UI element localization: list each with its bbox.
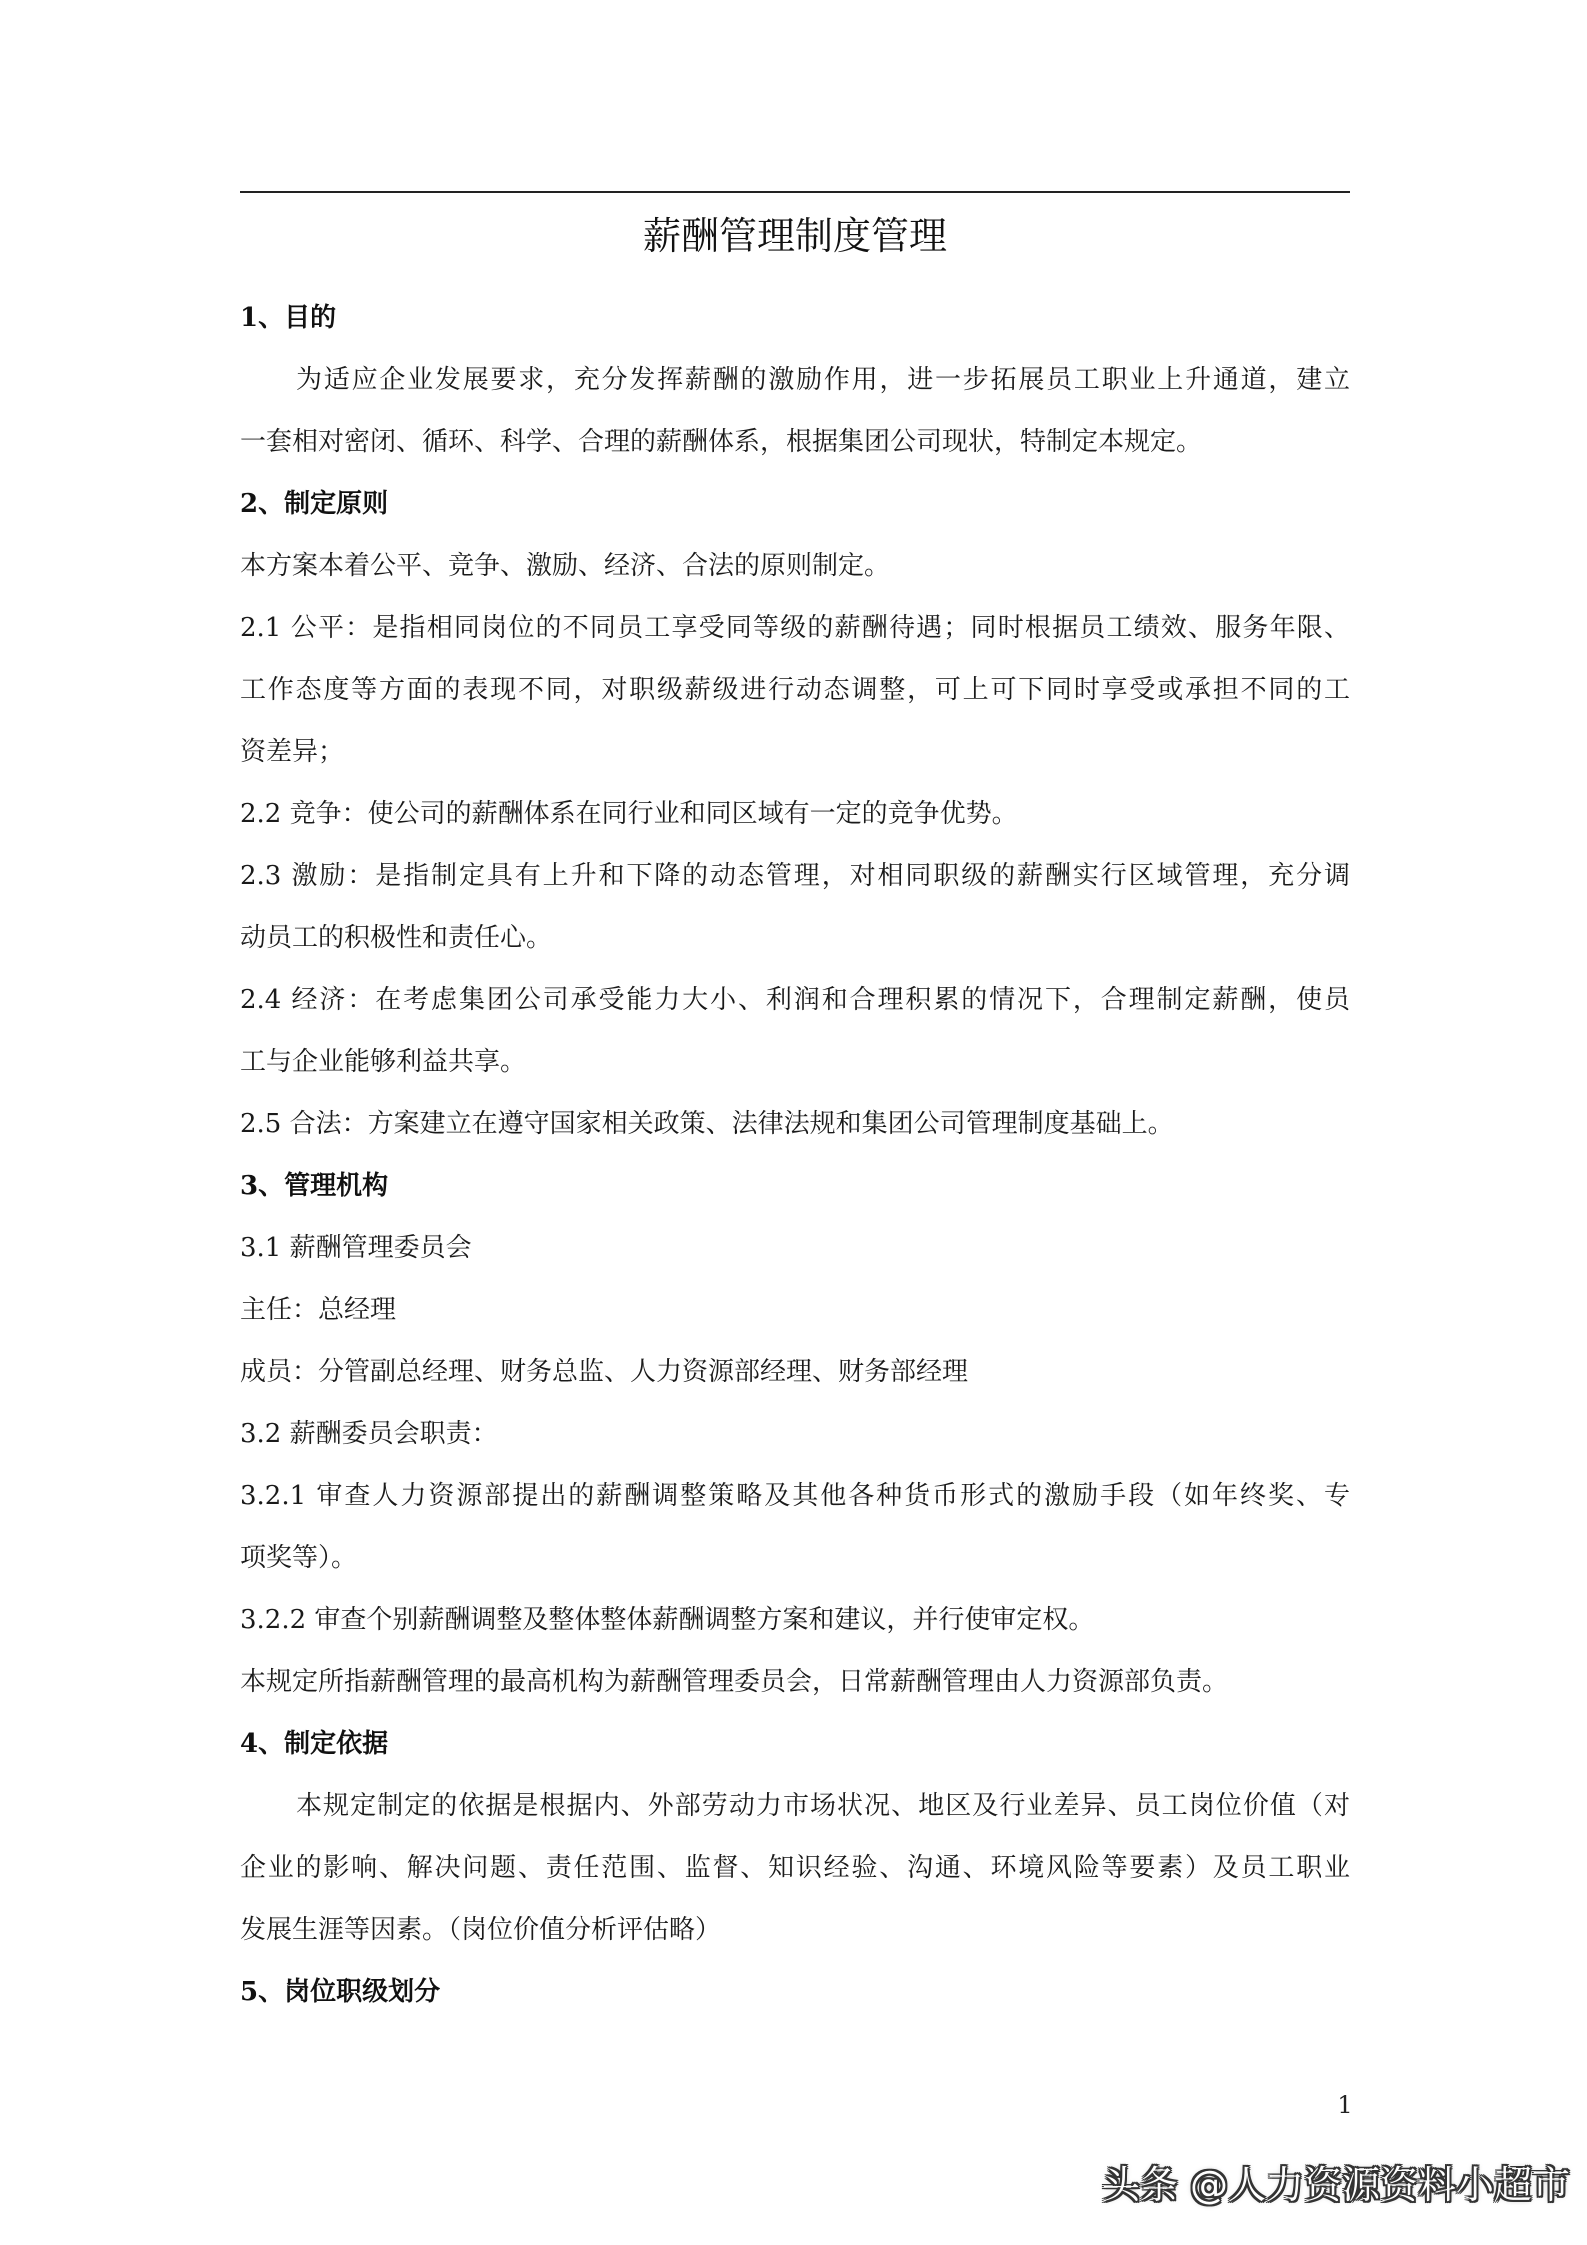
paragraph-line: 发展生涯等因素。（岗位价值分析评估略） [240, 1915, 722, 1945]
paragraph-line: 本规定制定的依据是根据内、外部劳动力市场状况、地区及行业差异、员工岗位价值（对 [296, 1791, 1350, 1821]
paragraph-line: 3.1 薪酬管理委员会 [240, 1233, 472, 1263]
watermark-label: 头条 @人力资源资料小超市 [1101, 2163, 1570, 2207]
paragraph-line: 2.3 激励：是指制定具有上升和下降的动态管理，对相同职级的薪酬实行区域管理，充分调 [240, 861, 1350, 891]
paragraph-line: 资差异； [240, 737, 345, 767]
section-heading: 5、岗位职级划分 [240, 1977, 441, 2007]
paragraph-line: 3.2.2 审查个别薪酬调整及整体整体薪酬调整方案和建议，并行使审定权。 [240, 1605, 1095, 1635]
section-heading: 1、目的 [240, 303, 337, 333]
section-heading: 3、管理机构 [240, 1171, 389, 1201]
paragraph-line: 为适应企业发展要求，充分发挥薪酬的激励作用，进一步拓展员工职业上升通道，建立 [296, 365, 1350, 395]
paragraph-line: 2.1 公平：是指相同岗位的不同员工享受同等级的薪酬待遇；同时根据员工绩效、服务年限、 [240, 613, 1350, 643]
paragraph-line: 本方案本着公平、竞争、激励、经济、合法的原则制定。 [240, 551, 891, 581]
page-title: 薪酬管理制度管理 [642, 214, 947, 258]
paragraph-line: 本规定所指薪酬管理的最高机构为薪酬管理委员会，日常薪酬管理由人力资源部负责。 [240, 1667, 1229, 1697]
paragraph-line: 动员工的积极性和责任心。 [240, 923, 553, 953]
section-heading: 4、制定依据 [240, 1729, 389, 1759]
paragraph-line: 主任：总经理 [240, 1295, 397, 1325]
paragraph-line: 2.2 竞争：使公司的薪酬体系在同行业和同区域有一定的竞争优势。 [240, 799, 1018, 829]
page-number: 1 [1337, 2091, 1353, 2119]
paragraph-line: 成员：分管副总经理、财务总监、人力资源部经理、财务部经理 [240, 1357, 969, 1387]
paragraph-line: 项奖等）。 [240, 1543, 358, 1573]
paragraph-line: 工与企业能够利益共享。 [240, 1047, 527, 1077]
paragraph-line: 3.2 薪酬委员会职责： [240, 1419, 498, 1449]
section-heading: 2、制定原则 [240, 489, 389, 519]
header-rule [240, 191, 1350, 193]
paragraph-line: 2.4 经济：在考虑集团公司承受能力大小、利润和合理积累的情况下，合理制定薪酬，使员 [240, 985, 1350, 1015]
paragraph-line: 工作态度等方面的表现不同，对职级薪级进行动态调整，可上可下同时享受或承担不同的工 [240, 675, 1350, 705]
paragraph-line: 3.2.1 审查人力资源部提出的薪酬调整策略及其他各种货币形式的激励手段（如年终奖、专 [240, 1481, 1350, 1511]
paragraph-line: 2.5 合法：方案建立在遵守国家相关政策、法律法规和集团公司管理制度基础上。 [240, 1109, 1174, 1139]
paragraph-line: 一套相对密闭、循环、科学、合理的薪酬体系，根据集团公司现状，特制定本规定。 [240, 427, 1203, 457]
document-body [240, 287, 1350, 2023]
paragraph-line: 企业的影响、解决问题、责任范围、监督、知识经验、沟通、环境风险等要素）及员工职业 [240, 1853, 1350, 1883]
